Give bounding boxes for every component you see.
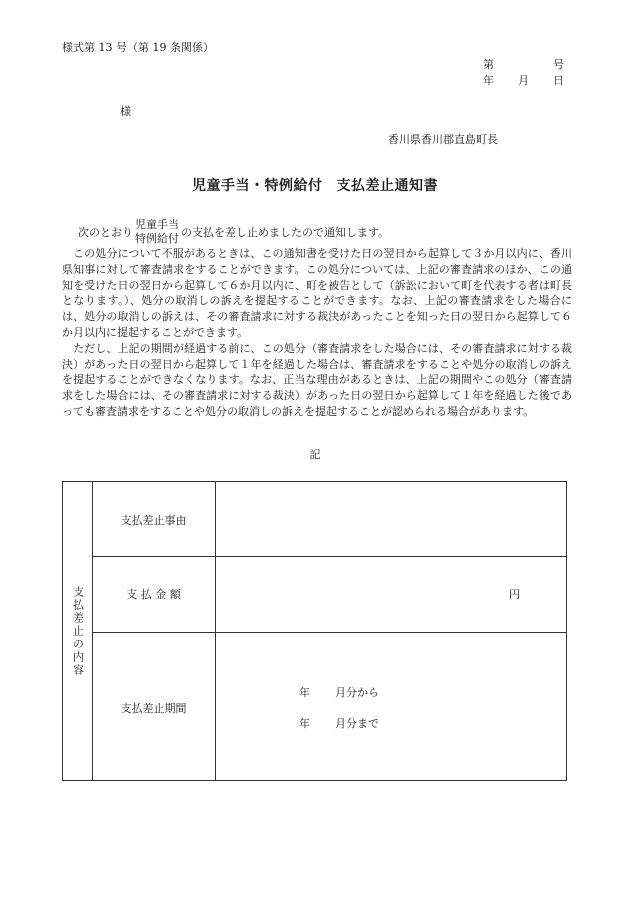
option-special-benefit: 特例給付 — [135, 232, 179, 245]
doc-no-prefix: 第 — [483, 58, 494, 71]
form-number: 様式第 13 号（第 19 条関係） — [62, 41, 214, 54]
date-day: 日 — [553, 74, 564, 87]
appeal-notice — [62, 246, 572, 420]
intro-lead: 次のとおり — [78, 226, 133, 239]
yen-unit: 円 — [509, 588, 520, 601]
divider — [92, 556, 566, 557]
period-from-year: 年 — [299, 686, 310, 699]
page-title — [0, 175, 630, 195]
option-child-allowance: 児童手当 — [135, 218, 179, 231]
doc-no-suffix: 号 — [553, 58, 564, 71]
title-part2: 支払差止通知書 — [336, 178, 438, 194]
intro-tail: の支払を差し止めましたので通知します。 — [181, 226, 390, 239]
divider — [215, 482, 216, 780]
paragraph-2: ただし、上記の期間が経過する前に、この処分（審査請求をした場合には、その審査請求に対する裁決）があった日の翌日から起算して１年を経過した場合は、審査請求をすることや処分の取消しの訴えを提起することができなくなります。なお、正当な理由があるときは、上記の期間やこの処分（審査請求をした場合には、その審査請求に対する裁決）があった日の翌日から起算して１年を経過した後であっても審査請求をすることや処分の取消しの訴えを提起することが認められる場合があります。 — [62, 341, 573, 418]
date-month: 月 — [518, 74, 529, 87]
intro-sentence — [78, 215, 389, 249]
period-from-month: 月分から — [335, 686, 379, 699]
period-label: 支払差止期間 — [120, 702, 187, 715]
side-label-cell — [63, 482, 92, 780]
paragraph-1: この処分について不服があるときは、この通知書を受けた日の翌日から起算して３か月以内に、香川県知事に対して審査請求をすることができます。この処分については、上記の審査請求のほか、この通知を受けた日の翌日から起算して６か月以内に、町を被告として（訴訟において町を代表する者は町長となります。）、処分の取消しの訴えを提起することができます。なお、上記の審査請求をした場合には、処分の取消しの訴えは、その審査請求に対する裁決があったことを知った日の翌日から起算して６か月以内に提起することができます。 — [62, 247, 572, 339]
amount-label: 支 払 金 額 — [126, 588, 181, 601]
date-year: 年 — [483, 74, 494, 87]
recipient-suffix: 様 — [120, 105, 131, 118]
ki-marker: 記 — [309, 448, 321, 461]
divider — [92, 632, 566, 633]
title-part1: 児童手当・特例給付 — [192, 178, 323, 194]
benefit-options — [135, 218, 179, 246]
issuer: 香川県香川郡直島町長 — [388, 133, 498, 146]
reason-label: 支払差止事由 — [120, 514, 187, 527]
period-to-month: 月分まで — [335, 717, 379, 730]
suspension-details-table — [62, 481, 567, 781]
side-label: 支払差止の内容 — [71, 585, 85, 677]
period-to-year: 年 — [299, 717, 310, 730]
